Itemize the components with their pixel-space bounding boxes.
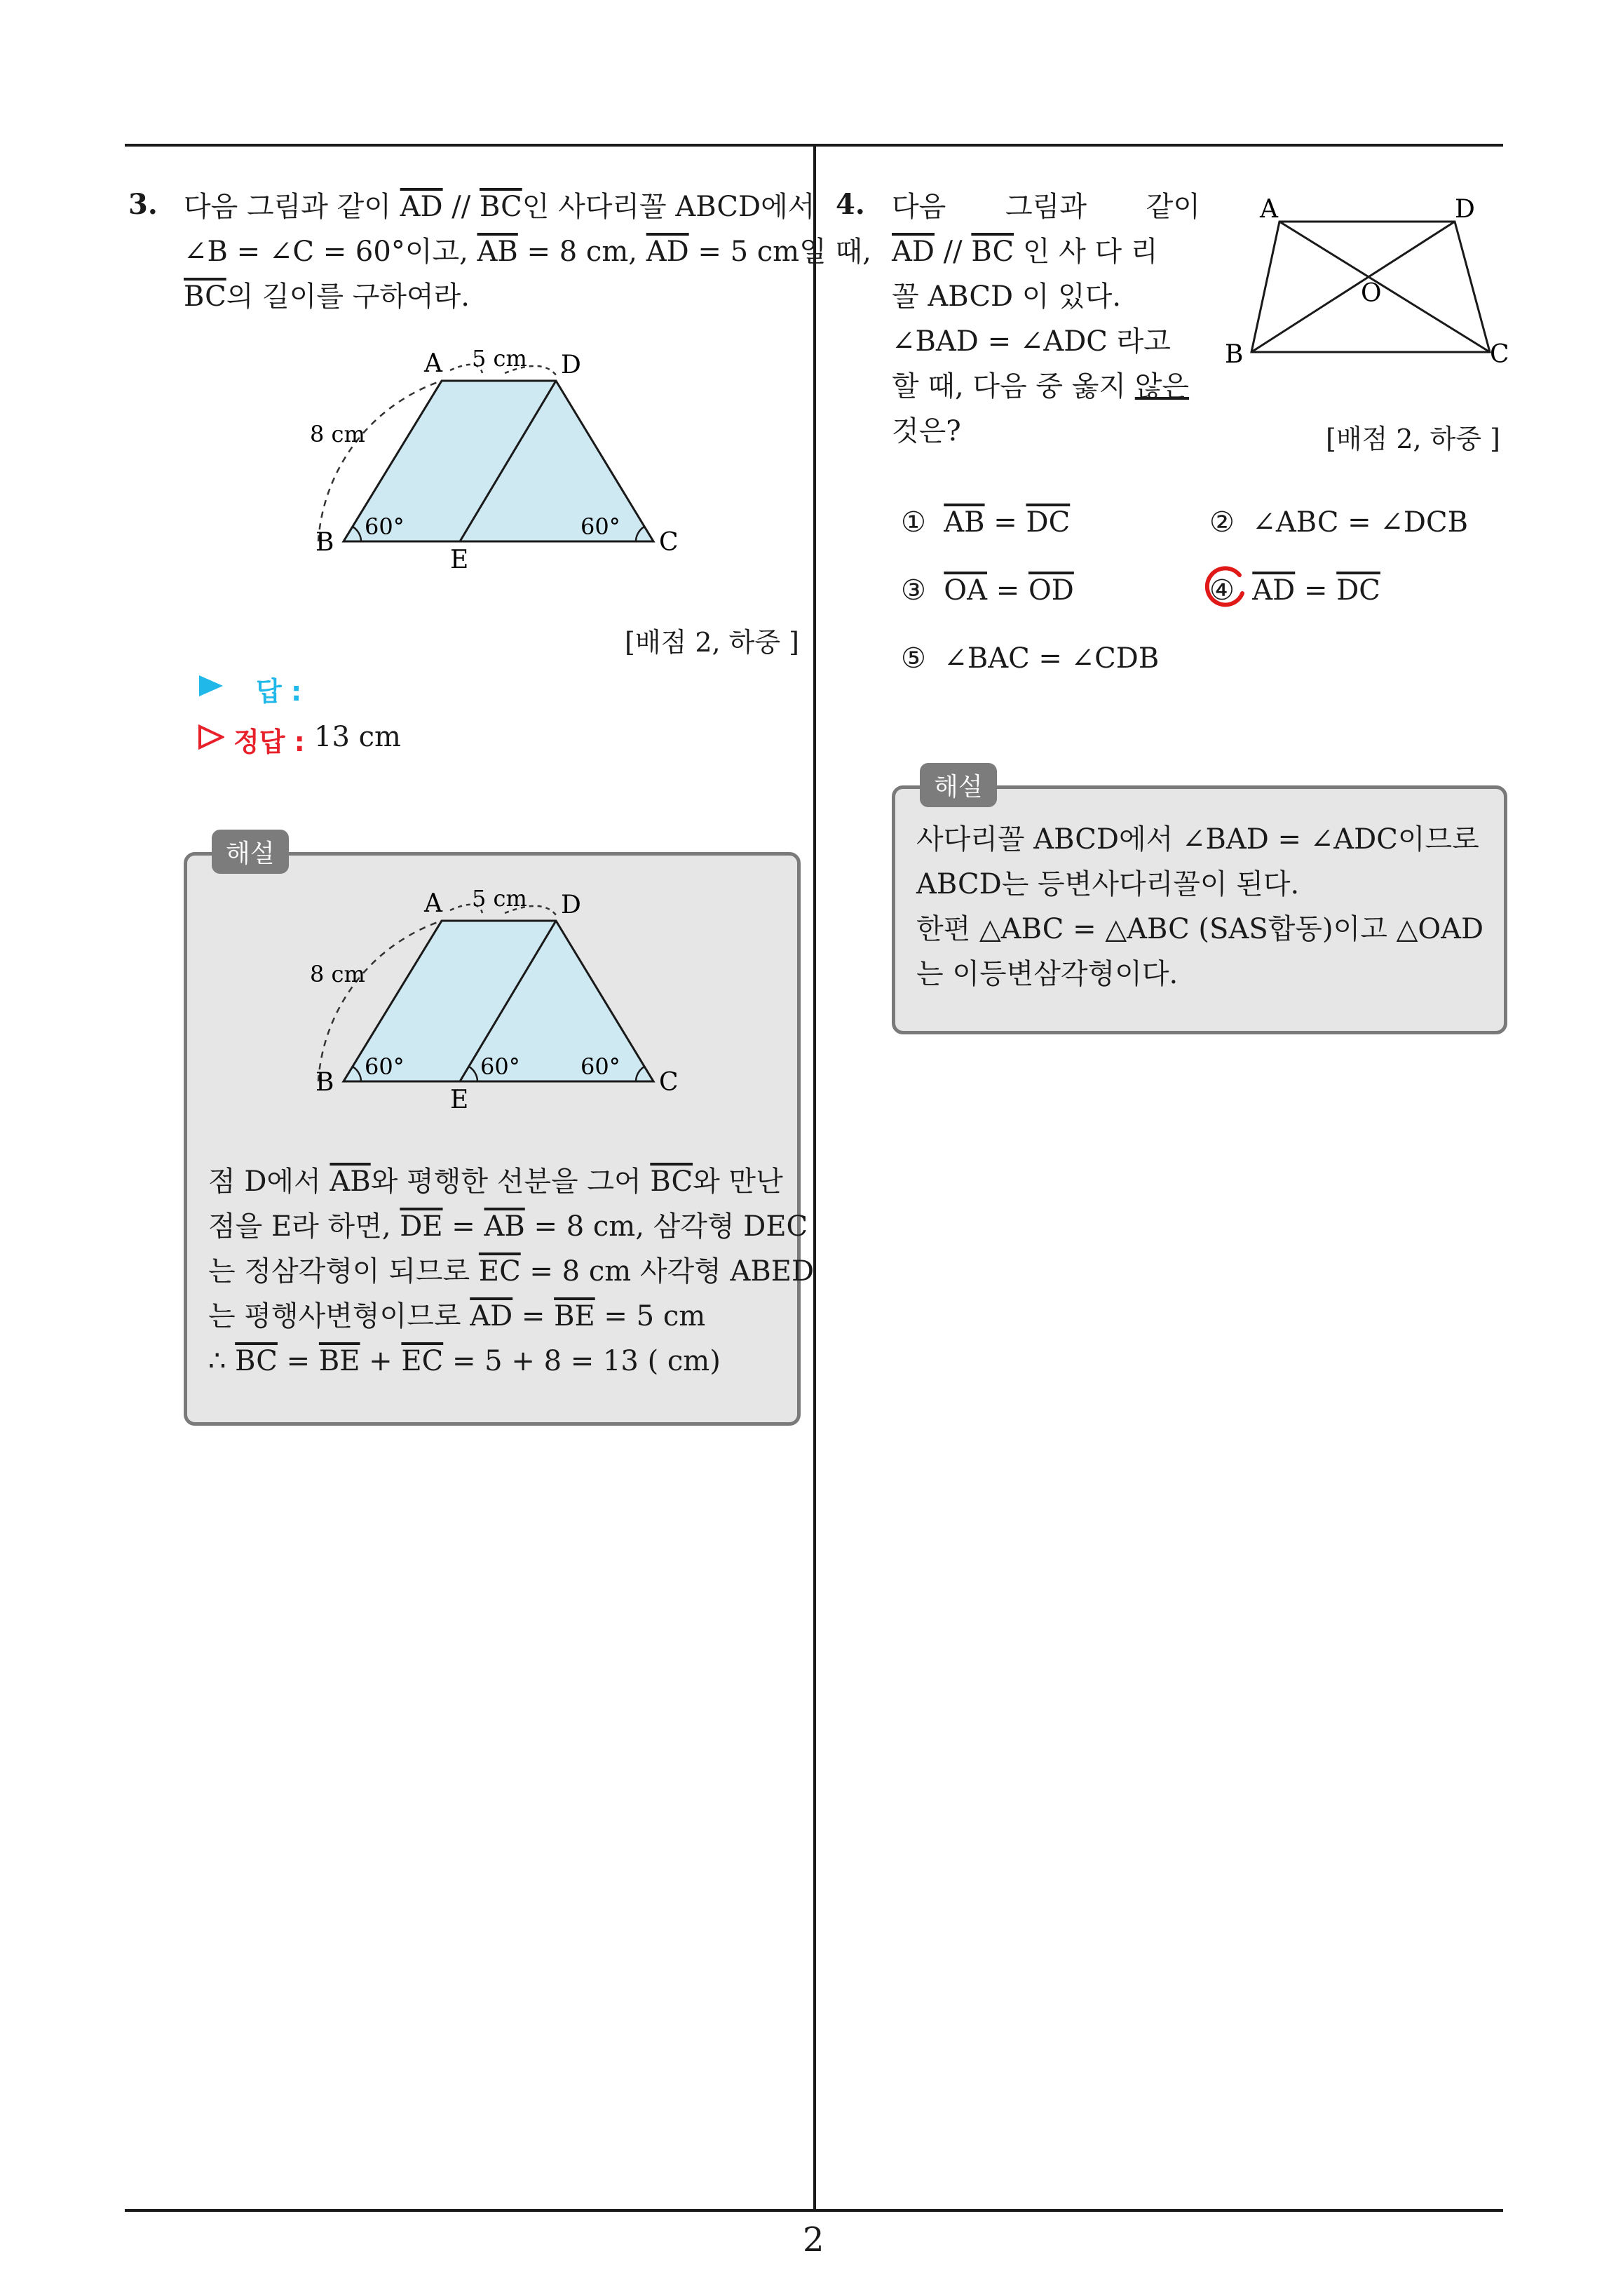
q3-fig-angle-c: 60° bbox=[580, 513, 620, 540]
q3-exp-label-c: C bbox=[659, 1068, 679, 1097]
q3-explain-line-3: 는 정삼각형이 되므로 $\overline{EC} = 8$ cm 사각형 ABED bbox=[208, 1255, 815, 1288]
q4-line-1: 다음 그림과 같이 bbox=[892, 191, 1200, 223]
q3-line-2: ∠B = ∠C = 60°이고, $\overline{AB} = 8$ cm, $\overline{AD} = 5$ cm일 때, bbox=[184, 236, 871, 268]
answer-label: 답 : bbox=[256, 676, 302, 707]
q3-fig-label-c: C bbox=[659, 528, 679, 557]
q3-number: 3. bbox=[128, 188, 158, 221]
q3-exp-angle-b: 60° bbox=[365, 1053, 405, 1080]
q4-fig-label-b: B bbox=[1225, 340, 1244, 369]
q3-explanation-figure bbox=[294, 877, 715, 1115]
q3-explain-line-1: 점 D에서 $\overline{AB}$와 평행한 선분을 그어 $\overline{BC}$와 만난 bbox=[208, 1166, 783, 1198]
q3-fig-label-a: A bbox=[424, 349, 442, 378]
q4-choice-4: ④ $\overline{AD} = \overline{DC}$ bbox=[1209, 574, 1380, 607]
q3-exp-angle-c: 60° bbox=[580, 1053, 620, 1080]
q4-choice-1: ① $\overline{AB} = \overline{DC}$ bbox=[901, 506, 1071, 539]
q4-fig-label-a: A bbox=[1260, 196, 1278, 224]
bottom-rule bbox=[125, 2209, 1503, 2212]
column-divider bbox=[813, 144, 816, 2211]
q3-explanation-tag: 해설 bbox=[212, 830, 289, 874]
q4-fig-label-d: D bbox=[1455, 196, 1475, 224]
q3-fig-label-b: B bbox=[315, 528, 334, 557]
q4-explanation-tag: 해설 bbox=[920, 763, 997, 807]
q4-trapezoid-figure bbox=[1223, 196, 1518, 372]
q3-trapezoid-figure bbox=[294, 337, 715, 575]
q4-fig-label-c: C bbox=[1490, 340, 1509, 369]
q3-exp-label-b: B bbox=[315, 1068, 334, 1097]
q4-line-3: 꼴 ABCD 이 있다. bbox=[892, 281, 1122, 313]
q3-exp-top-length: 5 cm bbox=[472, 885, 527, 912]
q3-line-1: 다음 그림과 같이 $\overline{AD} // \overline{BC}$인 사다리꼴 ABCD에서 bbox=[184, 191, 815, 223]
q3-exp-label-d: D bbox=[561, 891, 581, 919]
q4-explain-line-1: 사다리꼴 ABCD에서 ∠BAD = ∠ADC이므로 bbox=[916, 823, 1479, 856]
q4-fig-label-o: O bbox=[1361, 279, 1382, 308]
q4-choice-3: ③ $\overline{OA} = \overline{OD}$ bbox=[901, 574, 1074, 607]
not-underlined-word: 않은 bbox=[1134, 370, 1190, 403]
answer-play-icon bbox=[198, 674, 224, 698]
page-number: 2 bbox=[803, 2220, 824, 2260]
q3-fig-side-length: 8 cm bbox=[310, 421, 365, 447]
q3-explain-line-5: ∴ $\overline{BC} = \overline{BE} + \overline{EC} = 5 + 8 = 13$ ( cm) bbox=[208, 1345, 721, 1377]
q3-exp-side-length: 8 cm bbox=[310, 961, 365, 987]
q3-fig-label-e: E bbox=[450, 546, 469, 574]
q4-explain-line-2: ABCD는 등변사다리꼴이 된다. bbox=[916, 868, 1300, 900]
q3-score: [배점 2, 하중 ] bbox=[625, 627, 799, 658]
q3-fig-top-length: 5 cm bbox=[472, 345, 527, 372]
q4-choice-5: ⑤ ∠BAC = ∠CDB bbox=[901, 642, 1160, 675]
q4-line-5: 할 때, 다음 중 옳지 않은 bbox=[892, 370, 1190, 403]
correct-answer-label: 정답 : bbox=[233, 727, 305, 757]
q4-explain-line-3: 한편 △ABC = △ABC (SAS합동)이고 △OAD bbox=[916, 913, 1484, 945]
correct-answer-icon bbox=[198, 724, 224, 750]
q3-explain-line-2: 점을 E라 하면, $\overline{DE} = \overline{AB} = 8$ cm, 삼각형 DEC bbox=[208, 1210, 808, 1243]
q3-line-3: $\overline{BC}$의 길이를 구하여라. bbox=[184, 281, 470, 313]
answer-mark-circle-icon bbox=[1200, 565, 1248, 613]
q4-line-6: 것은? bbox=[892, 415, 961, 447]
q4-choice-2: ② ∠ABC = ∠DCB bbox=[1209, 506, 1468, 539]
q3-fig-angle-b: 60° bbox=[365, 513, 405, 540]
q3-exp-label-a: A bbox=[424, 889, 442, 918]
q4-line-4: ∠BAD = ∠ADC 라고 bbox=[892, 325, 1171, 358]
q3-fig-label-d: D bbox=[561, 351, 581, 379]
q4-line-2: $\overline{AD} // \overline{BC}$ 인 사 다 리 bbox=[892, 236, 1158, 268]
correct-answer-value: 13 cm bbox=[314, 721, 401, 753]
q4-number: 4. bbox=[836, 188, 865, 221]
q3-exp-label-e: E bbox=[450, 1086, 469, 1114]
q3-exp-angle-e: 60° bbox=[480, 1053, 520, 1080]
q3-explain-line-4: 는 평행사변형이므로 $\overline{AD} = \overline{BE} = 5$ cm bbox=[208, 1300, 706, 1332]
q4-explain-line-4: 는 이등변삼각형이다. bbox=[916, 958, 1179, 990]
q4-score: [배점 2, 하중 ] bbox=[1326, 424, 1500, 454]
